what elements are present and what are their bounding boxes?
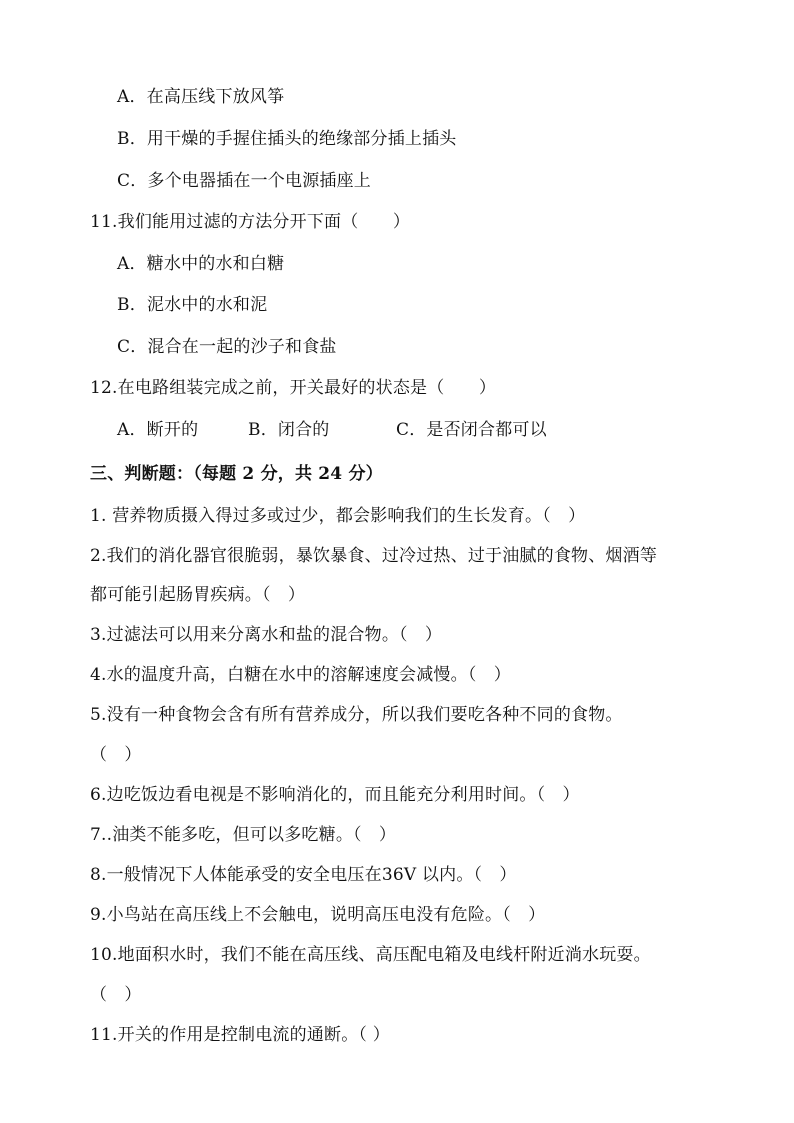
tf-item-6: 6.边吃饭边看电视是不影响消化的，而且能充分利用时间。（ ） (90, 785, 580, 805)
q12-stem: 12.在电路组装完成之前，开关最好的状态是（ ） (90, 378, 497, 398)
q12-option-a: A．断开的 (117, 420, 199, 440)
tf-item-5-cont: （ ） (90, 745, 142, 765)
tf-item-2-cont: 都可能引起肠胃疾病。（ ） (90, 585, 306, 605)
tf-item-1: 1. 营养物质摄入得过多或过少，都会影响我们的生长发育。（ ） (90, 506, 586, 526)
q10-option-b: B．用干燥的手握住插头的绝缘部分插上插头 (117, 129, 457, 149)
tf-item-8: 8.一般情况下人体能承受的安全电压在36V 以内。（ ） (90, 865, 517, 885)
tf-item-10-cont: （ ） (90, 985, 142, 1005)
tf-item-3: 3.过滤法可以用来分离水和盐的混合物。（ ） (90, 625, 443, 645)
q12-options-row (117, 419, 717, 441)
q10-option-a: A．在高压线下放风筝 (117, 87, 285, 107)
section-heading: 三、判断题：（每题 2 分，共 24 分） (90, 464, 383, 484)
q12-option-b: B．闭合的 (248, 420, 330, 440)
tf-item-4: 4.水的温度升高，白糖在水中的溶解速度会减慢。（ ） (90, 665, 511, 685)
tf-item-5: 5.没有一种食物会含有所有营养成分，所以我们要吃各种不同的食物。 (90, 705, 623, 725)
tf-item-2: 2.我们的消化器官很脆弱，暴饮暴食、过冷过热、过于油腻的食物、烟酒等 (90, 546, 658, 566)
q10-option-c: C．多个电器插在一个电源插座上 (117, 171, 372, 191)
tf-item-7: 7..油类不能多吃，但可以多吃糖。（ ） (90, 825, 397, 845)
q11-option-c: C．混合在一起的沙子和食盐 (117, 337, 337, 357)
tf-item-11: 11.开关的作用是控制电流的通断。（ ） (90, 1025, 390, 1045)
q11-option-b: B．泥水中的水和泥 (117, 295, 268, 315)
q11-option-a: A．糖水中的水和白糖 (117, 254, 285, 274)
q12-option-c: C．是否闭合都可以 (396, 420, 547, 440)
q11-stem: 11.我们能用过滤的方法分开下面（ ） (90, 212, 411, 232)
tf-item-10: 10.地面积水时，我们不能在高压线、高压配电箱及电线杆附近淌水玩耍。 (90, 945, 651, 965)
tf-item-9: 9.小鸟站在高压线上不会触电，说明高压电没有危险。（ ） (90, 905, 546, 925)
